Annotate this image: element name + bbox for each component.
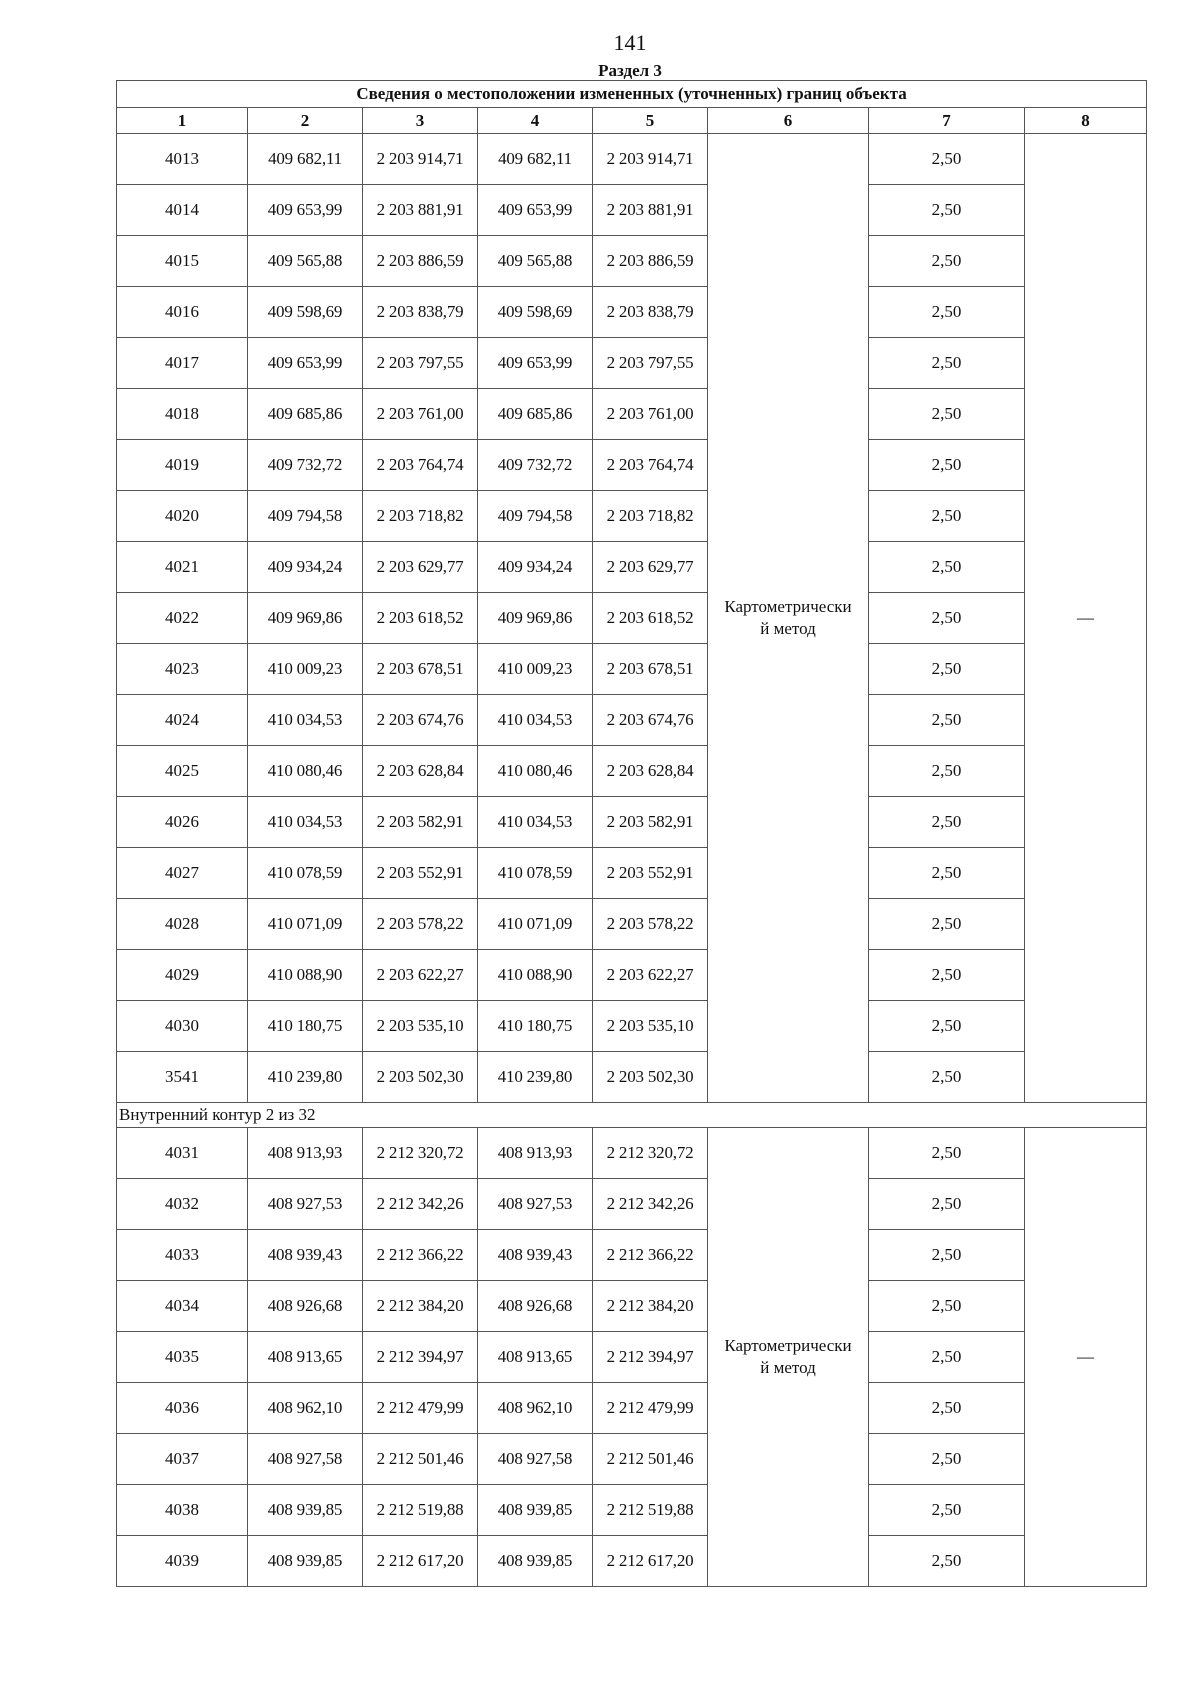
- y-coordinate: 2 203 838,79: [593, 287, 708, 338]
- method-text-line: Картометрически: [724, 597, 852, 616]
- accuracy-value: 2,50: [869, 236, 1025, 287]
- x-coordinate: 409 732,72: [248, 440, 363, 491]
- x-coordinate: 409 969,86: [478, 593, 593, 644]
- accuracy-value: 2,50: [869, 491, 1025, 542]
- column-number: 2: [248, 108, 363, 134]
- y-coordinate: 2 212 501,46: [593, 1434, 708, 1485]
- x-coordinate: 409 653,99: [478, 185, 593, 236]
- table-row: [117, 1536, 1147, 1587]
- x-coordinate: 409 653,99: [478, 338, 593, 389]
- x-coordinate: 410 078,59: [478, 848, 593, 899]
- x-coordinate: 409 934,24: [248, 542, 363, 593]
- table-caption-row: [117, 81, 1147, 108]
- column-numbers-row: [117, 108, 1147, 134]
- accuracy-value: 2,50: [869, 338, 1025, 389]
- x-coordinate: 409 934,24: [478, 542, 593, 593]
- table-row: [117, 1434, 1147, 1485]
- y-coordinate: 2 203 502,30: [593, 1052, 708, 1103]
- method-text-line: й метод: [760, 1358, 816, 1377]
- x-coordinate: 408 927,53: [478, 1179, 593, 1230]
- y-coordinate: 2 212 320,72: [363, 1128, 478, 1179]
- accuracy-value: 2,50: [869, 1179, 1025, 1230]
- y-coordinate: 2 203 881,91: [363, 185, 478, 236]
- y-coordinate: 2 203 797,55: [593, 338, 708, 389]
- y-coordinate: 2 212 617,20: [593, 1536, 708, 1587]
- y-coordinate: 2 203 886,59: [363, 236, 478, 287]
- point-number: 4030: [117, 1001, 248, 1052]
- y-coordinate: 2 212 519,88: [363, 1485, 478, 1536]
- x-coordinate: 410 180,75: [248, 1001, 363, 1052]
- point-number: 4017: [117, 338, 248, 389]
- contour-subheader: Внутренний контур 2 из 32: [117, 1103, 1147, 1128]
- accuracy-value: 2,50: [869, 134, 1025, 185]
- point-number: 4019: [117, 440, 248, 491]
- x-coordinate: 409 685,86: [248, 389, 363, 440]
- table-row: [117, 797, 1147, 848]
- y-coordinate: 2 203 886,59: [593, 236, 708, 287]
- y-coordinate: 2 212 394,97: [593, 1332, 708, 1383]
- table-row: [117, 950, 1147, 1001]
- accuracy-value: 2,50: [869, 746, 1025, 797]
- table-row: [117, 1128, 1147, 1179]
- table-row: [117, 593, 1147, 644]
- point-number: 4022: [117, 593, 248, 644]
- table-row: [117, 1332, 1147, 1383]
- section-title: Раздел 3: [598, 61, 662, 80]
- y-coordinate: 2 203 552,91: [593, 848, 708, 899]
- accuracy-value: 2,50: [869, 848, 1025, 899]
- x-coordinate: 410 071,09: [478, 899, 593, 950]
- point-number: 4020: [117, 491, 248, 542]
- x-coordinate: 408 939,85: [248, 1536, 363, 1587]
- accuracy-value: 2,50: [869, 542, 1025, 593]
- x-coordinate: 410 080,46: [478, 746, 593, 797]
- y-coordinate: 2 203 535,10: [593, 1001, 708, 1052]
- point-number: 4023: [117, 644, 248, 695]
- y-coordinate: 2 203 582,91: [363, 797, 478, 848]
- point-number: 4031: [117, 1128, 248, 1179]
- point-number: 4035: [117, 1332, 248, 1383]
- column-number: 8: [1025, 108, 1147, 134]
- y-coordinate: 2 203 914,71: [593, 134, 708, 185]
- point-number: 4032: [117, 1179, 248, 1230]
- table-row: [117, 644, 1147, 695]
- y-coordinate: 2 203 578,22: [593, 899, 708, 950]
- accuracy-value: 2,50: [869, 1281, 1025, 1332]
- table-row: [117, 1001, 1147, 1052]
- y-coordinate: 2 203 552,91: [363, 848, 478, 899]
- x-coordinate: 409 794,58: [478, 491, 593, 542]
- x-coordinate: 408 913,93: [478, 1128, 593, 1179]
- point-number: 4018: [117, 389, 248, 440]
- point-number: 4037: [117, 1434, 248, 1485]
- accuracy-value: 2,50: [869, 899, 1025, 950]
- accuracy-value: 2,50: [869, 1434, 1025, 1485]
- column-number: 4: [478, 108, 593, 134]
- table-caption: Сведения о местоположении измененных (уточненных) границ объекта: [117, 81, 1147, 108]
- y-coordinate: 2 212 366,22: [363, 1230, 478, 1281]
- point-number: 4026: [117, 797, 248, 848]
- y-coordinate: 2 203 535,10: [363, 1001, 478, 1052]
- x-coordinate: 408 939,85: [248, 1485, 363, 1536]
- x-coordinate: 409 685,86: [478, 389, 593, 440]
- y-coordinate: 2 203 629,77: [593, 542, 708, 593]
- point-number: 4014: [117, 185, 248, 236]
- y-coordinate: 2 203 618,52: [593, 593, 708, 644]
- point-number: 4036: [117, 1383, 248, 1434]
- y-coordinate: 2 212 342,26: [363, 1179, 478, 1230]
- accuracy-value: 2,50: [869, 440, 1025, 491]
- table-body: [117, 81, 1147, 1587]
- contour-subheader-row: [117, 1103, 1147, 1128]
- x-coordinate: 408 927,58: [248, 1434, 363, 1485]
- y-coordinate: 2 203 622,27: [363, 950, 478, 1001]
- y-coordinate: 2 212 384,20: [363, 1281, 478, 1332]
- x-coordinate: 409 682,11: [478, 134, 593, 185]
- y-coordinate: 2 212 342,26: [593, 1179, 708, 1230]
- column-number: 5: [593, 108, 708, 134]
- table-row: [117, 1383, 1147, 1434]
- column-number: 3: [363, 108, 478, 134]
- y-coordinate: 2 203 764,74: [593, 440, 708, 491]
- x-coordinate: 409 653,99: [248, 338, 363, 389]
- point-number: 4025: [117, 746, 248, 797]
- column-number: 7: [869, 108, 1025, 134]
- point-number: 4028: [117, 899, 248, 950]
- x-coordinate: 410 088,90: [478, 950, 593, 1001]
- x-coordinate: 410 078,59: [248, 848, 363, 899]
- y-coordinate: 2 203 718,82: [593, 491, 708, 542]
- table-row: [117, 746, 1147, 797]
- x-coordinate: 409 794,58: [248, 491, 363, 542]
- table-row: [117, 899, 1147, 950]
- table-row: [117, 695, 1147, 746]
- y-coordinate: 2 203 797,55: [363, 338, 478, 389]
- x-coordinate: 408 927,58: [478, 1434, 593, 1485]
- x-coordinate: 408 926,68: [248, 1281, 363, 1332]
- x-coordinate: 410 034,53: [478, 695, 593, 746]
- y-coordinate: 2 212 519,88: [593, 1485, 708, 1536]
- accuracy-value: 2,50: [869, 1383, 1025, 1434]
- y-coordinate: 2 212 617,20: [363, 1536, 478, 1587]
- table-row: [117, 338, 1147, 389]
- x-coordinate: 410 034,53: [248, 797, 363, 848]
- table-row: [117, 1230, 1147, 1281]
- y-coordinate: 2 203 761,00: [363, 389, 478, 440]
- accuracy-value: 2,50: [869, 695, 1025, 746]
- point-number: 4039: [117, 1536, 248, 1587]
- column-number: 1: [117, 108, 248, 134]
- point-number: 4021: [117, 542, 248, 593]
- point-number: 4013: [117, 134, 248, 185]
- accuracy-value: 2,50: [869, 185, 1025, 236]
- y-coordinate: 2 203 628,84: [593, 746, 708, 797]
- x-coordinate: 408 913,65: [478, 1332, 593, 1383]
- x-coordinate: 410 239,80: [248, 1052, 363, 1103]
- accuracy-value: 2,50: [869, 1001, 1025, 1052]
- x-coordinate: 409 598,69: [478, 287, 593, 338]
- y-coordinate: 2 212 479,99: [363, 1383, 478, 1434]
- y-coordinate: 2 203 838,79: [363, 287, 478, 338]
- x-coordinate: 408 939,85: [478, 1485, 593, 1536]
- x-coordinate: 409 565,88: [248, 236, 363, 287]
- y-coordinate: 2 203 629,77: [363, 542, 478, 593]
- y-coordinate: 2 203 674,76: [363, 695, 478, 746]
- table-row: [117, 236, 1147, 287]
- x-coordinate: 409 969,86: [248, 593, 363, 644]
- y-coordinate: 2 203 618,52: [363, 593, 478, 644]
- accuracy-value: 2,50: [869, 644, 1025, 695]
- x-coordinate: 408 962,10: [248, 1383, 363, 1434]
- accuracy-value: 2,50: [869, 1485, 1025, 1536]
- x-coordinate: 409 732,72: [478, 440, 593, 491]
- x-coordinate: 408 962,10: [478, 1383, 593, 1434]
- y-coordinate: 2 203 582,91: [593, 797, 708, 848]
- y-coordinate: 2 203 678,51: [593, 644, 708, 695]
- method-text-line: Картометрически: [724, 1336, 852, 1355]
- boundary-table: [116, 80, 1147, 1587]
- y-coordinate: 2 203 764,74: [363, 440, 478, 491]
- x-coordinate: 409 682,11: [248, 134, 363, 185]
- x-coordinate: 408 939,85: [478, 1536, 593, 1587]
- table-row: [117, 848, 1147, 899]
- accuracy-value: 2,50: [869, 389, 1025, 440]
- y-coordinate: 2 203 678,51: [363, 644, 478, 695]
- y-coordinate: 2 203 881,91: [593, 185, 708, 236]
- x-coordinate: 410 071,09: [248, 899, 363, 950]
- accuracy-value: 2,50: [869, 1052, 1025, 1103]
- y-coordinate: 2 212 320,72: [593, 1128, 708, 1179]
- accuracy-value: 2,50: [869, 287, 1025, 338]
- x-coordinate: 410 034,53: [478, 797, 593, 848]
- table-row: [117, 542, 1147, 593]
- y-coordinate: 2 203 502,30: [363, 1052, 478, 1103]
- y-coordinate: 2 212 479,99: [593, 1383, 708, 1434]
- accuracy-value: 2,50: [869, 1536, 1025, 1587]
- y-coordinate: 2 212 501,46: [363, 1434, 478, 1485]
- accuracy-value: 2,50: [869, 593, 1025, 644]
- x-coordinate: 410 239,80: [478, 1052, 593, 1103]
- y-coordinate: 2 212 394,97: [363, 1332, 478, 1383]
- y-coordinate: 2 203 674,76: [593, 695, 708, 746]
- table-row: [117, 1052, 1147, 1103]
- table-row: [117, 287, 1147, 338]
- table-row: [117, 1179, 1147, 1230]
- point-number: 3541: [117, 1052, 248, 1103]
- x-coordinate: 409 565,88: [478, 236, 593, 287]
- y-coordinate: 2 203 628,84: [363, 746, 478, 797]
- x-coordinate: 408 927,53: [248, 1179, 363, 1230]
- table-row: [117, 440, 1147, 491]
- table-row: [117, 491, 1147, 542]
- x-coordinate: 408 926,68: [478, 1281, 593, 1332]
- y-coordinate: 2 203 761,00: [593, 389, 708, 440]
- y-coordinate: 2 203 914,71: [363, 134, 478, 185]
- x-coordinate: 408 913,93: [248, 1128, 363, 1179]
- table-row: [117, 185, 1147, 236]
- x-coordinate: 409 653,99: [248, 185, 363, 236]
- point-number: 4033: [117, 1230, 248, 1281]
- accuracy-value: 2,50: [869, 797, 1025, 848]
- accuracy-value: 2,50: [869, 950, 1025, 1001]
- point-number: 4034: [117, 1281, 248, 1332]
- point-number: 4038: [117, 1485, 248, 1536]
- point-number: 4024: [117, 695, 248, 746]
- y-coordinate: 2 212 384,20: [593, 1281, 708, 1332]
- accuracy-value: 2,50: [869, 1332, 1025, 1383]
- x-coordinate: 410 009,23: [248, 644, 363, 695]
- point-number: 4027: [117, 848, 248, 899]
- accuracy-value: 2,50: [869, 1230, 1025, 1281]
- method-cell: [708, 134, 869, 1103]
- x-coordinate: 408 939,43: [478, 1230, 593, 1281]
- x-coordinate: 408 913,65: [248, 1332, 363, 1383]
- column-number: 6: [708, 108, 869, 134]
- x-coordinate: 408 939,43: [248, 1230, 363, 1281]
- x-coordinate: 410 180,75: [478, 1001, 593, 1052]
- x-coordinate: 410 034,53: [248, 695, 363, 746]
- x-coordinate: 410 080,46: [248, 746, 363, 797]
- table-row: [117, 389, 1147, 440]
- table-row: [117, 1281, 1147, 1332]
- point-number: 4029: [117, 950, 248, 1001]
- table-row: [117, 134, 1147, 185]
- table-row: [117, 1485, 1147, 1536]
- column-8-cell: —: [1025, 1128, 1147, 1587]
- y-coordinate: 2 203 578,22: [363, 899, 478, 950]
- point-number: 4015: [117, 236, 248, 287]
- method-cell: [708, 1128, 869, 1587]
- x-coordinate: 410 088,90: [248, 950, 363, 1001]
- y-coordinate: 2 203 718,82: [363, 491, 478, 542]
- x-coordinate: 410 009,23: [478, 644, 593, 695]
- page-number: 141: [613, 30, 647, 55]
- y-coordinate: 2 212 366,22: [593, 1230, 708, 1281]
- y-coordinate: 2 203 622,27: [593, 950, 708, 1001]
- point-number: 4016: [117, 287, 248, 338]
- column-8-cell: —: [1025, 134, 1147, 1103]
- method-text-line: й метод: [760, 619, 816, 638]
- x-coordinate: 409 598,69: [248, 287, 363, 338]
- accuracy-value: 2,50: [869, 1128, 1025, 1179]
